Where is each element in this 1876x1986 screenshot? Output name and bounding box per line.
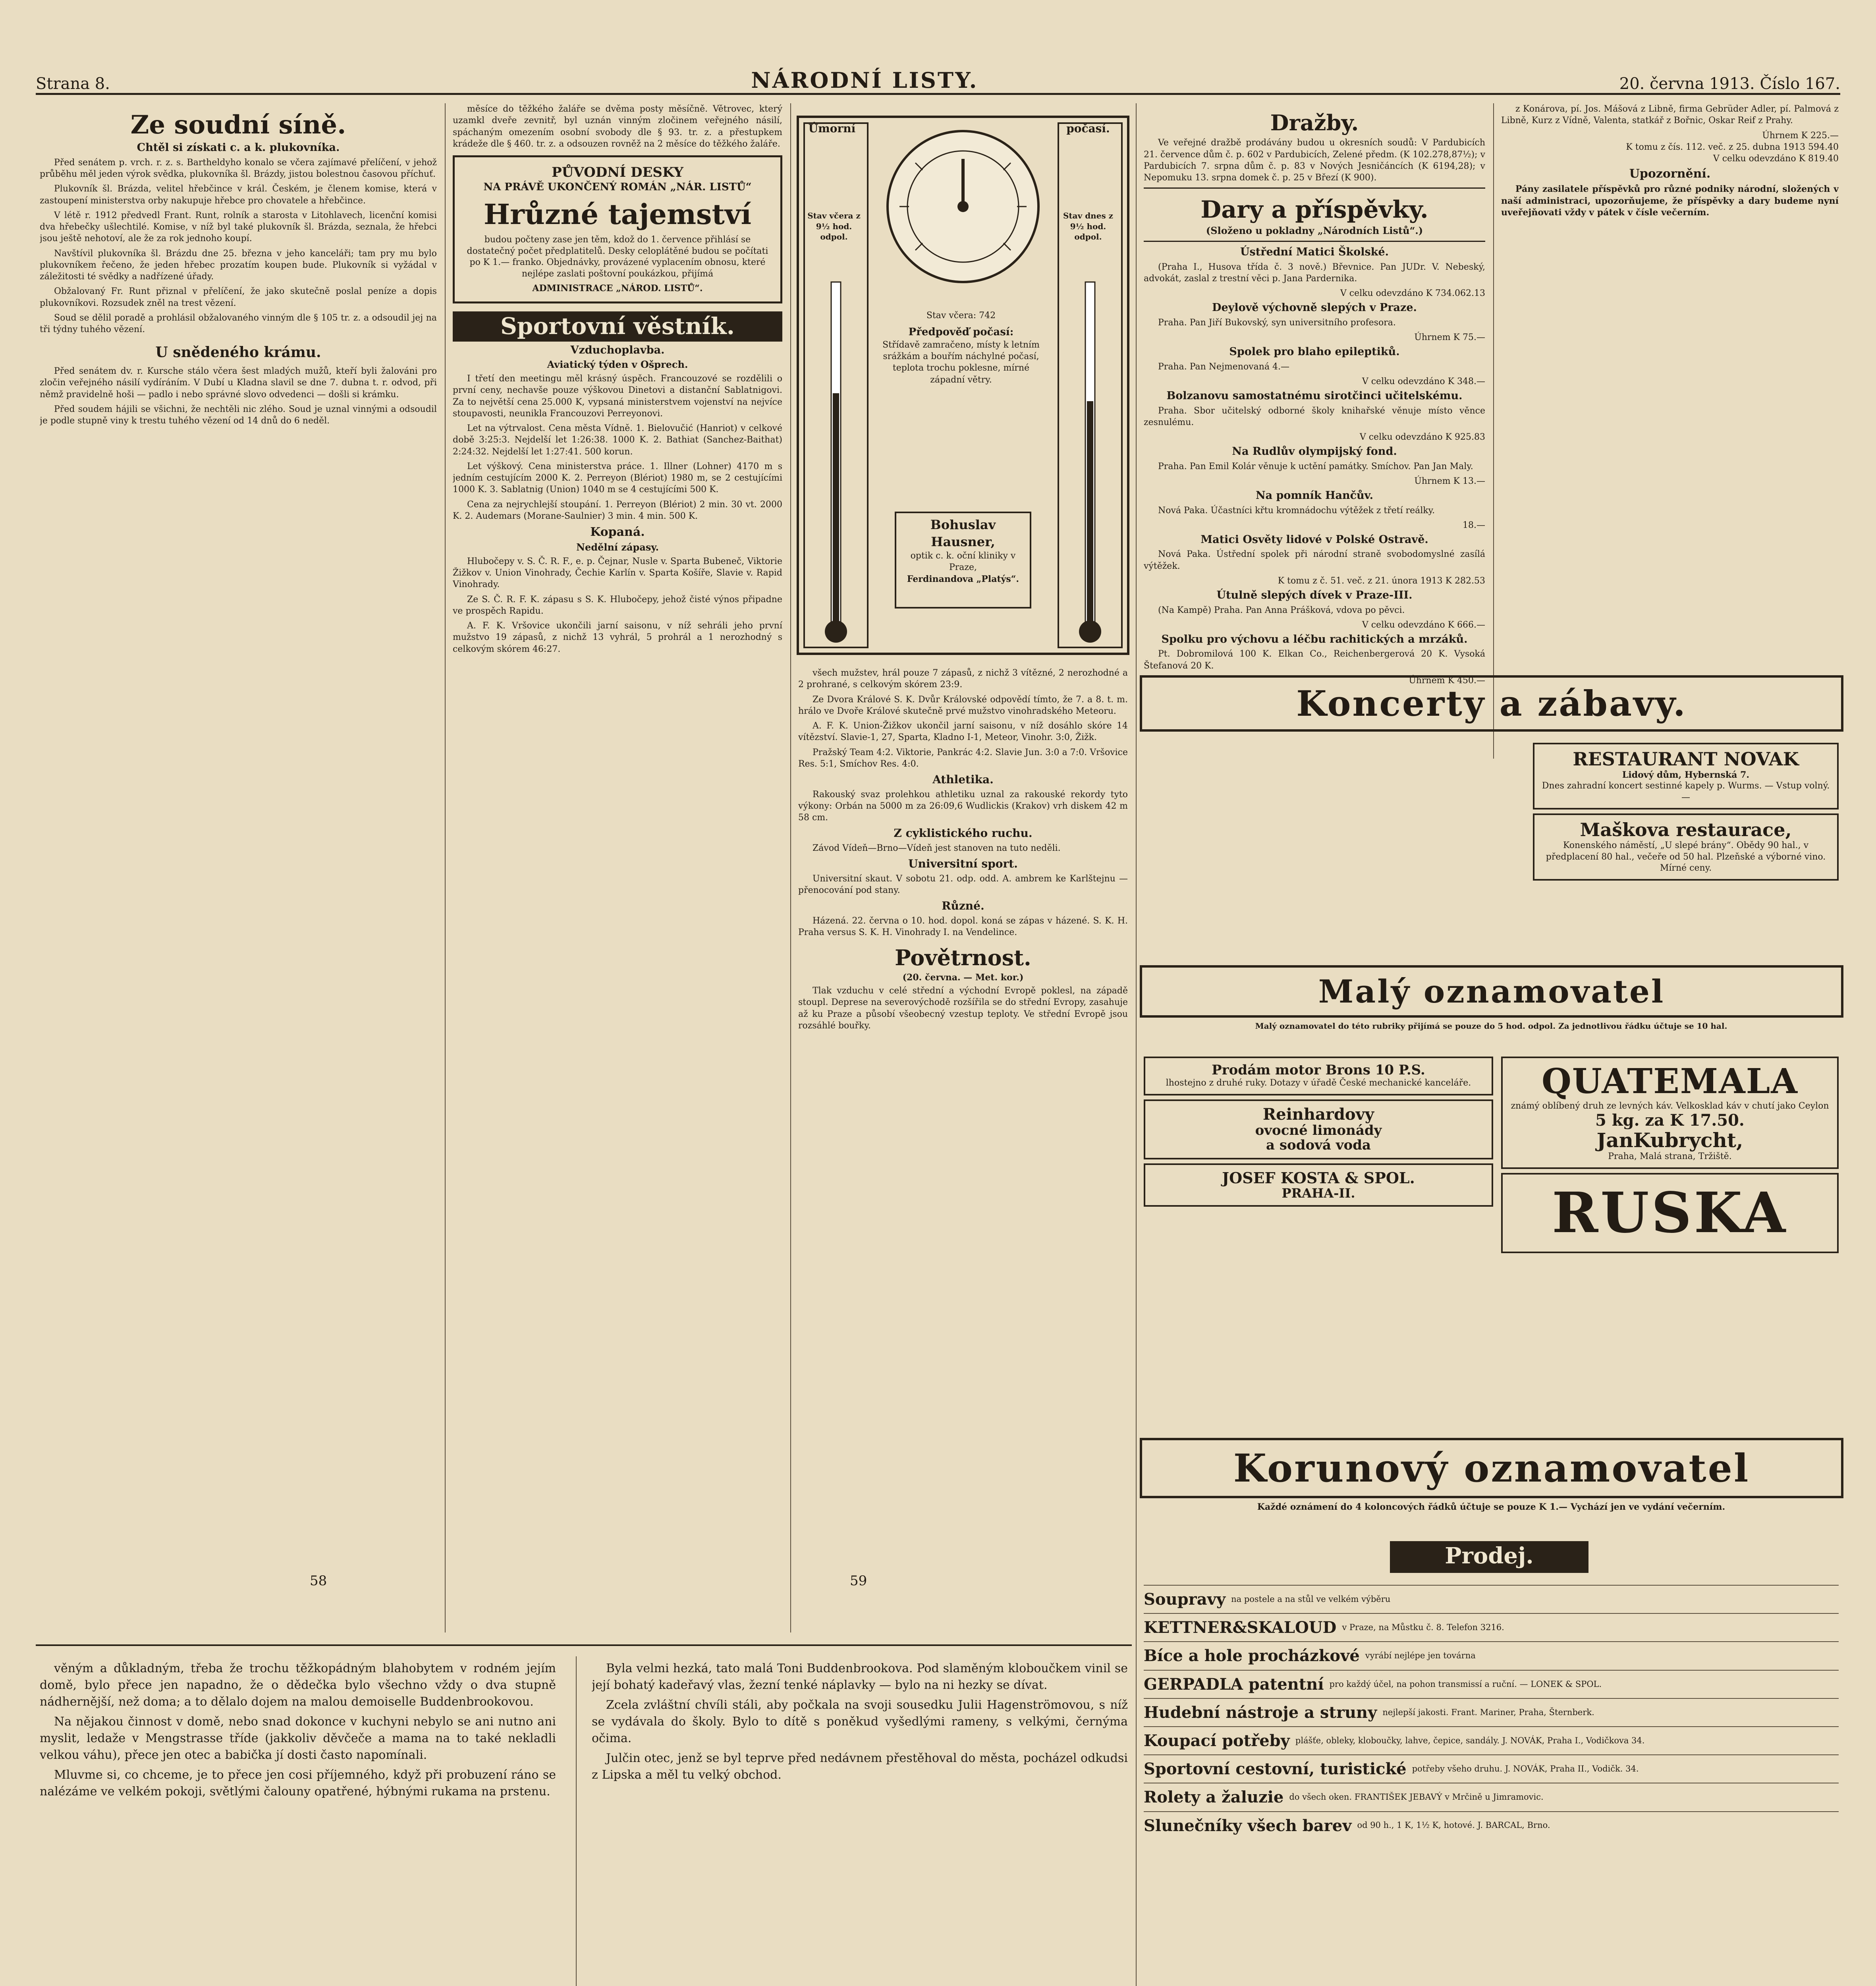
column-donations-right — [1501, 103, 1839, 763]
ad-title: Hrůzné tajemství — [483, 197, 752, 231]
ad-text: lhostejno z druhé ruky. Dotazy v úřadě České mechanické kanceláře. — [1166, 1078, 1471, 1088]
column-divider — [445, 103, 446, 1632]
column-divider — [576, 1656, 577, 1986]
classified-value: vyrábí nejlépe jen továrna — [1365, 1651, 1476, 1661]
weather-date: (20. června. — Met. kor.) — [902, 972, 1024, 983]
page-header — [36, 68, 1840, 95]
barometer-reading: Stav včera: 742 — [926, 311, 996, 321]
donation-total: V celku odevzdáno K 666.— — [1362, 620, 1485, 630]
classified-key: GERPADLA patentní — [1144, 1675, 1324, 1694]
total-line: Úhrnem K 225.— — [1762, 130, 1839, 141]
column-sport-continued — [798, 667, 1128, 1549]
feuilleton-rule — [36, 1644, 1132, 1646]
paragraph: Před senátem dv. r. Kursche stálo včera šest mladých mužů, kteří byli žalováni pro zločin veřejného násilí vydíráním. V Dubí u Kladna slavil se dne 7. dubna t. r. odvod, při němž pravidelně hoši — padlo i nebo správné slovo odvedenci — došli si krámku. — [40, 366, 437, 400]
classified-value: plášťe, obleky, kloboučky, lahve, čepice, sandály. J. NOVÁK, Praha I., Vodičkova 34. — [1295, 1735, 1645, 1745]
ad-price: 5 kg. za K 17.50. — [1595, 1111, 1745, 1130]
donation-total: V celku odevzdáno K 925.83 — [1359, 432, 1485, 442]
ad-text: známý oblíbený druh ze levných káv. Velkosklad káv v chutí jako Ceylon — [1511, 1101, 1829, 1111]
ad-address: Praha, Malá strana, Tržiště. — [1608, 1151, 1732, 1162]
classified-key: Slunečníky všech barev — [1144, 1816, 1352, 1835]
article-title: Ze soudní síně. — [130, 110, 346, 140]
classified-item — [1144, 1698, 1839, 1726]
paragraph: Zcela zvláštní chvíli stáli, aby počkala na svoji sousedku Julii Hagenströmovou, s níž se vydávala do školy. Bylo to dítě s poněkud vyšedlými rameny, s velkými, černýma očima. — [592, 1698, 1128, 1745]
paragraph: Tlak vzduchu v celé střední a východní Evropě poklesl, na západě stoupl. Deprese na severovýchodě rozšířila se do střední Evropy, zasahuje až ku Praze a působí všeobecný vzestup teploty. Ve střední Evropě jsou rozsáhlé bouřky. — [798, 986, 1128, 1031]
paragraph: Navštívil plukovníka šl. Brázdu dne 25. března v jeho kanceláři; tam pry mu bylo plukovníkem řečeno, že jeden hřebec prozatím koupen bude. Plukovník si vyžádal v záležitosti té svědky a nadřízené úřady. — [40, 248, 437, 282]
donation-total: V celku odevzdáno K 348.— — [1362, 376, 1485, 386]
ad-title: Maškova restaurace, — [1580, 819, 1792, 841]
paragraph: Let na výtrvalost. Cena města Vídně. 1. Bielovučić (Hanriot) v celkové době 3:25:3. Nejdelší let 1:26:38. 1000 K. 2. Bathiat (Sanchez-Baithat) 2:24:32. Nejdelší let 1:27:41. 500 korun. — [453, 423, 782, 457]
paragraph: Plukovník šl. Brázda, velitel hřebčince v král. Českém, je členem komise, která v zastoupení ministerstva orby nakupuje hřebce pro chovatele a hřebčince. — [40, 184, 437, 206]
sport-subtitle: Aviatický týden v Ošprech. — [547, 359, 688, 371]
classified-item — [1144, 1613, 1839, 1641]
classified-value: nejlepší jakosti. Frant. Mariner, Praha, Šternberk. — [1382, 1707, 1594, 1717]
donation-text: Praha. Pan Emil Kolár věnuje k uctění památky. Smíchov. Pan Jan Maly. — [1158, 461, 1473, 471]
donation-text: Praha. Pan Nejmenovaná 4.— — [1158, 361, 1289, 372]
total-line: K tomu z čís. 112. več. z 25. dubna 1913 594.40 — [1626, 142, 1839, 152]
concerts-banner — [1140, 675, 1843, 732]
donation-text: Praha. Pan Jiří Bukovský, syn universitního profesora. — [1158, 317, 1396, 328]
paragraph: A. F. K. Union-Žižkov ukončil jarní saisonu, v níž dosáhlo skóre 14 vítězství. Slavie-1, 27, Sparta, Kladno I-1, Meteor, Vinohr. 3:0, Žižk. — [798, 721, 1128, 743]
donation-text: (Praha I., Husova třída č. 3 nově.) Břevnice. Pan JUDr. V. Nebeský, advokát, zaslal z trestní věci p. Jana Pardernika. — [1144, 262, 1485, 284]
donation-title: Útulně slepých dívek v Praze-III. — [1216, 589, 1413, 602]
paragraph: Pražský Team 4:2. Viktorie, Pankrác 4:2. Slavie Jun. 3:0 a 7:0. Vršovice Res. 5:1, Smíchov Res. 4:0. — [798, 747, 1128, 769]
donation-item — [1144, 301, 1485, 343]
entertainment-ads — [1533, 739, 1839, 929]
kosta-ad — [1144, 1163, 1493, 1207]
donation-item — [1144, 390, 1485, 443]
korunovy-banner — [1140, 1438, 1843, 1498]
optician-name: Bohuslav Hausner, — [930, 517, 996, 549]
novel-ad-box — [453, 155, 782, 303]
paragraph: měsíce do těžkého žaláře se dvěma posty měsíčně. Větrovec, který uzamkl dveře zevnitř, byl uznán vinným zločinem veřejného násilí, spáchaným omezením osobní svobody dle § 93. tr. z. a přestupkem krádeže dle § 460. tr. z. a odsouzen rovněž na 2 měsíce do těžkého žaláře. — [453, 104, 782, 149]
classified-key: Soupravy — [1144, 1590, 1226, 1609]
classified-key: Sportovní cestovní, turistické — [1144, 1760, 1407, 1779]
section-title: Dražby. — [1270, 110, 1359, 135]
donation-total: K tomu z č. 51. več. z 21. února 1913 K 282.53 — [1278, 576, 1485, 586]
donation-text: Pt. Dobromilová 100 K. Elkan Co., Reichenbergerová 20 K. Vysoká Štefanová 20 K. — [1144, 649, 1485, 671]
paragraph: I třetí den meetingu měl krásný úspěch. Francouzové se rozdělili o první ceny, nechavše pouze výškovou Dinetovi a distanční Sablatnigovi. Za to největší cena 25.000 K, vypsaná ministerstvem vojenství na nejvíce stoupavosti, neunikla Francouzovi Perreyonovi. — [453, 374, 782, 419]
forecast-title: Předpověď počasí: — [908, 326, 1014, 338]
paragraph: Soud se dělil poradě a prohlásil obžalovaného vinným dle § 105 tr. z. a odsoudil jej na tři týdny tuhého vězení. — [40, 313, 437, 335]
paragraph: Závod Vídeň—Brno—Vídeň jest stanoven na tuto neděli. — [813, 843, 1061, 853]
ad-admin: ADMINISTRACE „NÁROD. LISTŮ“. — [532, 283, 703, 294]
page-label: Strana 8. — [36, 75, 110, 93]
section-title: U snědeného krámu. — [155, 344, 321, 361]
banner-text: Korunový oznamovatel — [1233, 1445, 1750, 1491]
donation-total: 18.— — [1463, 520, 1485, 530]
section-title: Universitní sport. — [908, 857, 1018, 871]
ad-title: Prodám motor Brons 10 P.S. — [1212, 1062, 1425, 1078]
paragraph: Mluvme si, co chceme, je to přece jen cosi příjemného, když při probuzení ráno se nalézáme ve velkém pokoji, světlými čalouny opatřené, hýbnými rukama na prstenu. — [40, 1768, 556, 1799]
quatemala-ad — [1501, 1057, 1839, 1169]
feuilleton-right — [592, 1660, 1128, 1986]
classified-item — [1144, 1783, 1839, 1811]
paragraph: Universitní skaut. V sobotu 21. odp. odd. A. ambrem ke Karlštejnu — přenocování pod stany. — [798, 873, 1128, 896]
donation-title: Bolzanovu samostatnému sirotčinci učitelskému. — [1166, 390, 1463, 402]
classified-value: od 90 h., 1 K, 1½ K, hotové. J. BARCAL, Brno. — [1357, 1820, 1550, 1830]
classified-value: v Praze, na Můstku č. 8. Telefon 3216. — [1342, 1623, 1504, 1632]
paragraph: Na nějakou činnost v domě, nebo snad dokonce v kuchyni nebylo se ani nutno ani myslit, ledaže v Mengstrasse tříde (jakkoliv děvčeče a mama na to také nekladli velkou váhu), přece jen otec a babička jí dosti často napomínali. — [40, 1715, 556, 1762]
weather-title: Povětrnost. — [895, 945, 1031, 971]
ad-line: PŮVODNÍ DESKY — [552, 164, 683, 180]
maly-banner — [1140, 965, 1843, 1018]
ad-body: budou počteny zase jen těm, kdož do 1. července přihlásí se dostatečný počet předplatitelů. Desky celoplátěné budou se počítati po K 1.— franko. Objednávky, provázené vyplacením obnosu, které nejlépe zaslati poštovní poukázkou, přijímá — [467, 235, 768, 279]
ad-sub: PRAHA-II. — [1282, 1185, 1355, 1201]
classified-value: potřeby všeho druhu. J. NOVÁK, Praha II., Vodičk. 34. — [1412, 1764, 1639, 1774]
donation-item — [1144, 533, 1485, 587]
paragraph: věným a důkladným, třeba že trochu těžkopádným blahobytem v rodném jejím domě, bylo přece jen napadno, že o dědečka bylo všechno vždy o dva stupně nádhernější, než doma; a to dělalo dojem na malou demoiselle Buddenbrookovou. — [40, 1661, 556, 1709]
column-court-news — [40, 103, 437, 1549]
sport-title: Sportovní věstník. — [453, 311, 782, 342]
ad-title: QUATEMALA — [1542, 1061, 1798, 1101]
maly-text: Malý oznamovatel do této rubriky přijímá se pouze do 5 hod. odpol. Za jednotlivou řádku účtuje se 10 hal. — [1255, 1021, 1727, 1031]
classified-key: Koupací potřeby — [1144, 1731, 1290, 1750]
donation-title: Matici Osvěty lidové v Polské Ostravě. — [1200, 533, 1428, 546]
paragraph: V létě r. 1912 předvedl Frant. Runt, rolník a starosta v Litohlavech, licenční komisi dva hřebečky ušlechtilé. Komise, v níž byl také plukovník šl. Brázda, seznala, že hřebci jsou ještě nehotoví, ale že za rok jednoho koupí. — [40, 210, 437, 244]
banner-text: Koncerty a zábavy. — [1296, 683, 1687, 724]
sport-subtitle: Vzduchoplavba. — [570, 344, 665, 356]
classified-value: na postele a na stůl ve velkém výběru — [1231, 1594, 1391, 1604]
article-subtitle: Chtěl si získati c. a k. plukovníka. — [137, 141, 340, 154]
ad-title: Reinhardovy — [1262, 1105, 1374, 1124]
section-title: Různé. — [942, 899, 984, 913]
ruska-ad — [1501, 1173, 1839, 1253]
donation-text: (Na Kampě) Praha. Pan Anna Prášková, vdova po pěvci. — [1158, 605, 1405, 615]
date-issue: 20. června 1913. Číslo 167. — [1619, 75, 1840, 93]
column-sport — [453, 103, 782, 1549]
paragraph: Házená. 22. června o 10. hod. dopol. koná se zápas v házené. S. K. H. Praha versus S. K. H. Vinohrady I. na Vendelince. — [798, 916, 1128, 938]
thermo-right-label: Stav dnes z 9½ hod. odpol. — [1063, 211, 1114, 242]
total-line: V celku odevzdáno K 819.40 — [1713, 154, 1839, 164]
classified-key: Rolety a žaluzie — [1144, 1788, 1284, 1807]
donation-item — [1144, 589, 1485, 631]
forecast-text: Střídavě zamračeno, místy k letním srážkám a bouřím náchylné počasí, teplota trochu poklesne, mírné západní větry. — [882, 340, 1040, 385]
section-title: Dary a příspěvky. — [1200, 196, 1428, 224]
page-number: 58 — [310, 1573, 327, 1589]
donation-title: Na Rudlův olympijský fond. — [1232, 445, 1397, 458]
reinhardovy-ad — [1144, 1099, 1493, 1159]
ad-title: RESTAURANT NOVAK — [1573, 748, 1799, 770]
paragraph: Obžalovaný Fr. Runt přiznal v přelíčení, že jako skutečně poslal peníze a dopis plukovníkovi. Rozsudek zněl na trest vězení. — [40, 286, 437, 308]
donation-item — [1144, 445, 1485, 487]
ad-sub: a sodová voda — [1266, 1137, 1371, 1153]
ad-text: Konenského náměstí, „U slepé brány“. Obědy 90 hal., v předplacení 80 hal., večeře od 50 hal. Plzeňské a výborné vino. Mírné ceny. — [1546, 840, 1826, 873]
paragraph: všech mužstev, hrál pouze 7 zápasů, z nichž 3 vítězné, 2 nerozhodné a 2 prohrané, s celkovým skórem 23:9. — [798, 668, 1128, 690]
donation-text: Praha. Sbor učitelský odborné školy knihařské věnuje místo věnce zesnulému. — [1144, 406, 1485, 427]
ad-sub: ovocné limonády — [1255, 1122, 1382, 1138]
section-title: Z cyklistického ruchu. — [894, 827, 1033, 840]
notice-text: Pány zasilatele příspěvků pro různé podniky národní, složených v naší administraci, upozorňujeme, že příspěvky a dary budeme nyní uveřejňovati vždy v pátek v čísle večerním. — [1501, 184, 1839, 218]
donation-title: Spolku pro výchovu a léčbu rachitických a mrzáků. — [1161, 633, 1468, 646]
paragraph: Ze Dvora Králové S. K. Dvůr Královské odpovědí tímto, že 7. a 8. t. m. hrálo ve Dvoře Králové skutečně prvé mužstvo vinohradského Meteoru. — [798, 694, 1128, 716]
donation-title: Spolek pro blaho epileptiků. — [1229, 346, 1400, 358]
page-number: 59 — [850, 1573, 867, 1589]
section-title: Athletika. — [932, 773, 994, 786]
ad-brand: JanKubrycht, — [1596, 1128, 1743, 1152]
paragraph: Ze S. Č. R. F. K. zápasu s S. K. Hlubočepy, jehož čisté výnos připadne ve prospěch Rapidu. — [453, 594, 782, 616]
korunovy-text: Každé oznámení do 4 koloncových řádků účtuje se pouze K 1.— Vychází jen ve vydání večerním. — [1257, 1502, 1725, 1512]
optician-sub: optik c. k. oční kliniky v Praze, — [910, 551, 1016, 573]
donation-item — [1144, 489, 1485, 531]
feuilleton-left — [40, 1660, 556, 1986]
notice-title: Upozornění. — [1629, 167, 1711, 181]
ad-title: RUSKA — [1552, 1180, 1788, 1246]
donation-total: Úhrnem K 13.— — [1414, 476, 1485, 486]
classified-item — [1144, 1726, 1839, 1754]
donation-title: Ústřední Matici Školské. — [1240, 246, 1389, 259]
donation-total: V celku odevzdáno K 734.062.13 — [1340, 288, 1485, 299]
paragraph: z Konárova, pí. Jos. Mášová z Libně, firma Gebrüder Adler, pí. Palmová z Libně, Kurz z Vídně, Valenta, statkář z Bořnic, Oskar Reif z Prahy. — [1501, 104, 1839, 126]
masthead: NÁRODNÍ LISTY. — [751, 68, 979, 93]
classified-item — [1144, 1670, 1839, 1698]
donation-text: Nová Paka. Účastníci křtu kromnádochu výtěžek z třetí reálky. — [1158, 505, 1435, 516]
classified-value: do všech oken. FRANTIŠEK JEBAVÝ v Mrčině u Jimramovic. — [1289, 1792, 1544, 1802]
column-divider — [790, 103, 791, 1632]
column-divider — [1493, 103, 1494, 759]
donation-title: Deylově výchovně slepých v Praze. — [1212, 301, 1417, 314]
thermo-left-label: Stav včera z 9½ hod. odpol. — [807, 211, 861, 242]
paragraph: Ve veřejné dražbě prodávány budou u okresních soudů: V Pardubicích 21. července dům č. p. 602 v Pardubicích, Zelené předm. (K 102.278,87½); v Pardubicích 7. srpna dům č. p. 83 v Nových Jesničáncích (K 6194,28); v Nepomuku 13. srpna domek č. p. 25 v Březí (K 900). — [1144, 138, 1485, 183]
classified-item — [1144, 1585, 1839, 1613]
optician-address: Ferdinandova „Platýs“. — [907, 574, 1019, 584]
classified-value: pro každý účel, na pohon transmissí a ruční. — LONEK & SPOL. — [1329, 1679, 1602, 1689]
classified-item — [1144, 1641, 1839, 1669]
ad-title: JOSEF KOSTA & SPOL. — [1222, 1169, 1415, 1187]
section-subtitle: (Složeno u pokladny „Národních Listů“.) — [1206, 225, 1423, 237]
paragraph: Julčin otec, jenž se byl teprve před nedávnem přestěhoval do města, pocházel odkudsi z Lipska a měl tu velký obchod. — [592, 1751, 1128, 1782]
banner-text: Malý oznamovatel — [1318, 973, 1665, 1010]
donation-total: Úhrnem K 75.— — [1414, 332, 1485, 342]
restaurant-novak-ad — [1533, 743, 1839, 809]
small-ads-left — [1144, 1053, 1493, 1426]
prodej-banner: Prodej. — [1390, 1541, 1588, 1573]
section-title: Kopaná. — [590, 525, 645, 539]
bros-motor-ad — [1144, 1057, 1493, 1095]
paragraph: Let výškový. Cena ministerstva práce. 1. Illner (Lohner) 4170 m s jedním cestujícím 2000 K. 2. Perreyon (Blériot) 1980 m, se 2 cestujícími 1000 K. 3. Sablatnig (Union) 1040 m se 4 cestujícími 500 K. — [453, 461, 782, 495]
donation-text: Nová Paka. Ústřední spolek při národní straně svobodomyslné zasílá výtěžek. — [1144, 549, 1485, 571]
ad-line: NA PRÁVĚ UKONČENÝ ROMÁN „NÁR. LISTŮ“ — [483, 181, 752, 193]
thermo-left-title: Úmorní — [808, 122, 856, 135]
paragraph: Cena za nejrychlejší stoupání. 1. Perreyon (Blériot) 2 min. 30 vt. 2000 K. 2. Audemars (Morane-Saulnier) 3 min. 4 min. 500 K. — [453, 499, 782, 521]
ad-sub: Lidový dům, Hybernská 7. — [1622, 769, 1750, 780]
ad-text: Dnes zahradní koncert sestinné kapely p. Wurms. — Vstup volný. — — [1542, 781, 1830, 802]
paragraph: Rakouský svaz prolehkou athletiku uznal za rakouské rekordy tyto výkony: Orbán na 5000 m za 26:09,6 Wudlickis (Krakov) vrh diskem 42 m 58 cm. — [798, 789, 1128, 823]
donation-item — [1144, 246, 1485, 299]
maskova-ad — [1533, 813, 1839, 880]
donation-title: Na pomník Hančův. — [1255, 489, 1374, 502]
column-divider — [1136, 103, 1137, 1986]
optician-ad — [899, 516, 1027, 604]
donation-total: Úhrnem K 450.— — [1409, 675, 1485, 686]
donation-item — [1144, 346, 1485, 387]
classifieds-list — [1144, 1585, 1839, 1986]
classified-item — [1144, 1754, 1839, 1783]
paragraph: Byla velmi hezká, tato malá Toni Buddenbrookova. Pod slaměným kloboučkem vinil se její bohatý kadeřavý vlas, žezní tenké náplavky — bylo na ni hezky se dívat. — [592, 1661, 1128, 1692]
paragraph: Před soudem hájili se všichni, že nechtěli nic zlého. Soud je uznal vinnými a odsoudil je podle stupně viny k trestu tuhého vězení od 14 dnů do 6 neděl. — [40, 404, 437, 426]
classified-key: Bíce a hole procházkové — [1144, 1646, 1360, 1665]
classified-key: KETTNER&SKALOUD — [1144, 1618, 1337, 1637]
paragraph: A. F. K. Vršovice ukončili jarní saisonu, v níž sehráli jeho první mužstvo 19 zápasů, z nichž 13 vyhrál, 5 prohrál a 1 nerozhodný s celkovým skórem 46:27. — [453, 621, 782, 654]
thermo-right-title: počasí. — [1066, 122, 1110, 135]
classified-item — [1144, 1811, 1839, 1839]
classified-key: Hudební nástroje a struny — [1144, 1703, 1377, 1722]
small-ads-right — [1501, 1053, 1839, 1426]
paragraph: Hlubočepy v. S. Č. R. F., e. p. Čejnar, Nusle v. Sparta Bubeneč, Viktorie Žižkov v. Union Vinohrady, Čechie Karlín v. Sparta Košíře, Slavie v. Rapid Vinohrady. — [453, 556, 782, 590]
section-subtitle: Nedělní zápasy. — [576, 541, 659, 553]
forecast-block — [882, 310, 1040, 508]
paragraph: Před senátem p. vrch. r. z. s. Bartheldyho konalo se včera zajímavé přelíčení, v jehož průběhu měl jeden výrok svědka, plukovníka šl. Brázdy, jistou bolestnou časovou příchuť. — [40, 157, 437, 180]
